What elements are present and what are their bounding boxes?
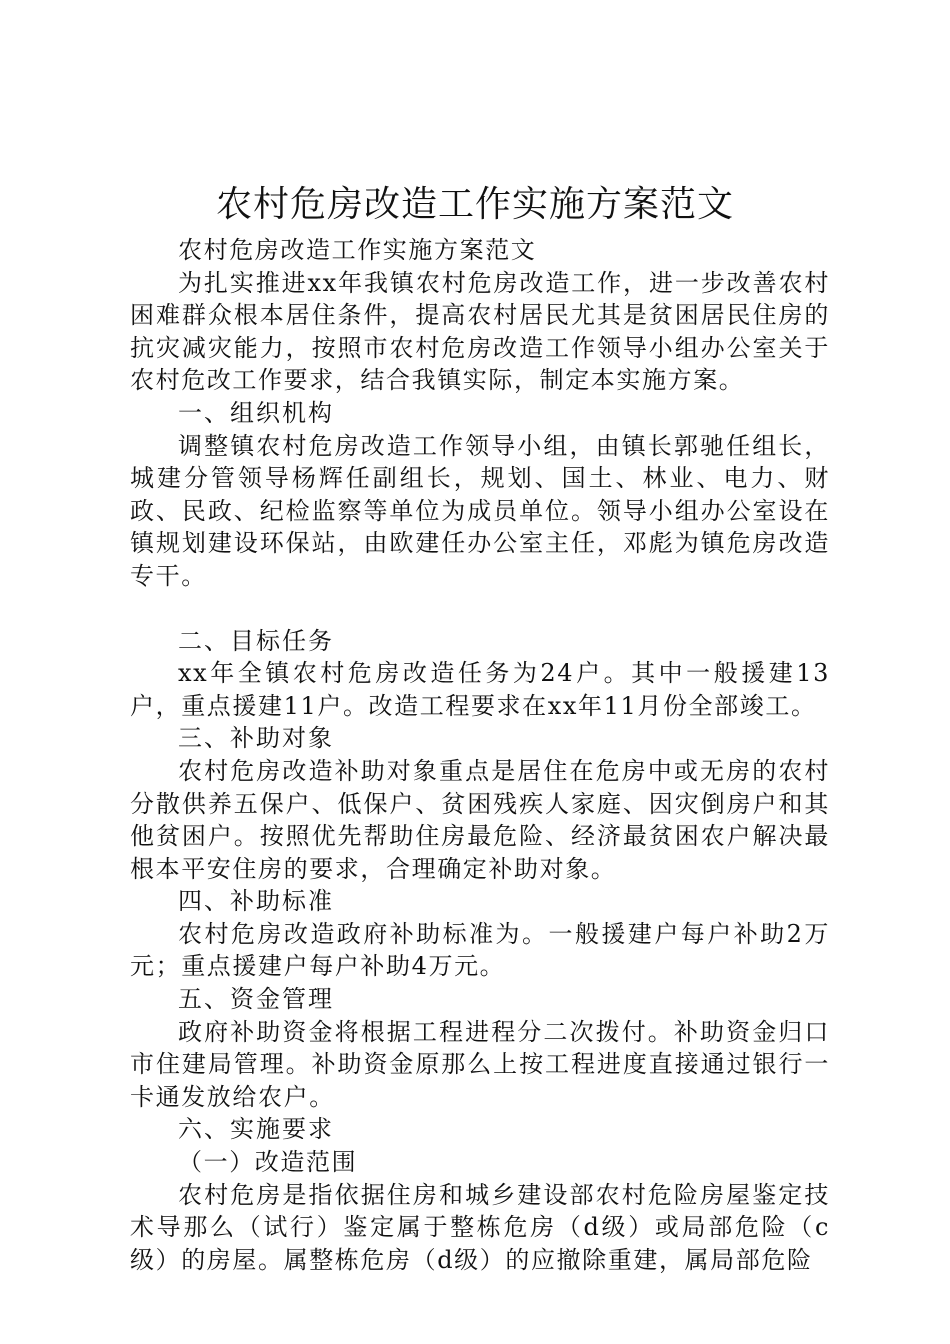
fund-management-paragraph: 政府补助资金将根据工程进程分二次拨付。补助资金归口市住建局管理。补助资金原那么上按工程进度直接通过银行一卡通发放给农户。: [130, 1017, 830, 1111]
paragraph-gap: [130, 593, 830, 625]
targets-paragraph: xx年全镇农村危房改造任务为24户。其中一般援建13户，重点援建11户。改造工程要求在xx年11月份全部竣工。: [130, 659, 830, 720]
organization-paragraph: 调整镇农村危房改造工作领导小组，由镇长郭驰任组长，城建分管领导杨辉任副组长，规划、国土、林业、电力、财政、民政、纪检监察等单位为成员单位。领导小组办公室设在镇规划建设环保站，由欧建任办公室主任，邓彪为镇危房改造专干。: [130, 431, 830, 590]
section-heading-subsidy-recipients: 三、补助对象: [178, 724, 334, 753]
document-body: [130, 234, 830, 1276]
subsidy-standard-paragraph: 农村危房改造政府补助标准为。一般援建户每户补助2万元；重点援建户每户补助4万元。: [130, 919, 830, 981]
section-heading-requirements: 六、实施要求: [178, 1115, 334, 1144]
section-heading-organization: 一、组织机构: [178, 398, 334, 427]
document-title: 农村危房改造工作实施方案范文: [215, 184, 734, 225]
intro-title-line: 农村危房改造工作实施方案范文: [178, 236, 537, 264]
section-heading-targets: 二、目标任务: [178, 626, 334, 655]
scope-paragraph: 农村危房是指依据住房和城乡建设部农村危险房屋鉴定技术导那么（试行）鉴定属于整栋危房（d级）或局部危险（c级）的房屋。属整栋危房（d级）的应撤除重建，属局部危险: [130, 1180, 830, 1274]
subsidy-recipients-paragraph: 农村危房改造补助对象重点是居住在危房中或无房的农村分散供养五保户、低保户、贫困残疾人家庭、因灾倒房户和其他贫困户。按照优先帮助住房最危险、经济最贫困农户解决最根本平安住房的要求，合理确定补助对象。: [130, 756, 830, 883]
subsection-heading-scope: （一）改造范围: [178, 1148, 358, 1177]
section-heading-fund-management: 五、资金管理: [178, 985, 334, 1014]
intro-paragraph: 为扎实推进xx年我镇农村危房改造工作，进一步改善农村困难群众根本居住条件，提高农村居民尤其是贫困居民住房的抗灾减灾能力，按照市农村危房改造工作领导小组办公室关于农村危改工作要求，结合我镇实际，制定本实施方案。: [130, 268, 830, 395]
section-heading-subsidy-standard: 四、补助标准: [178, 887, 334, 916]
